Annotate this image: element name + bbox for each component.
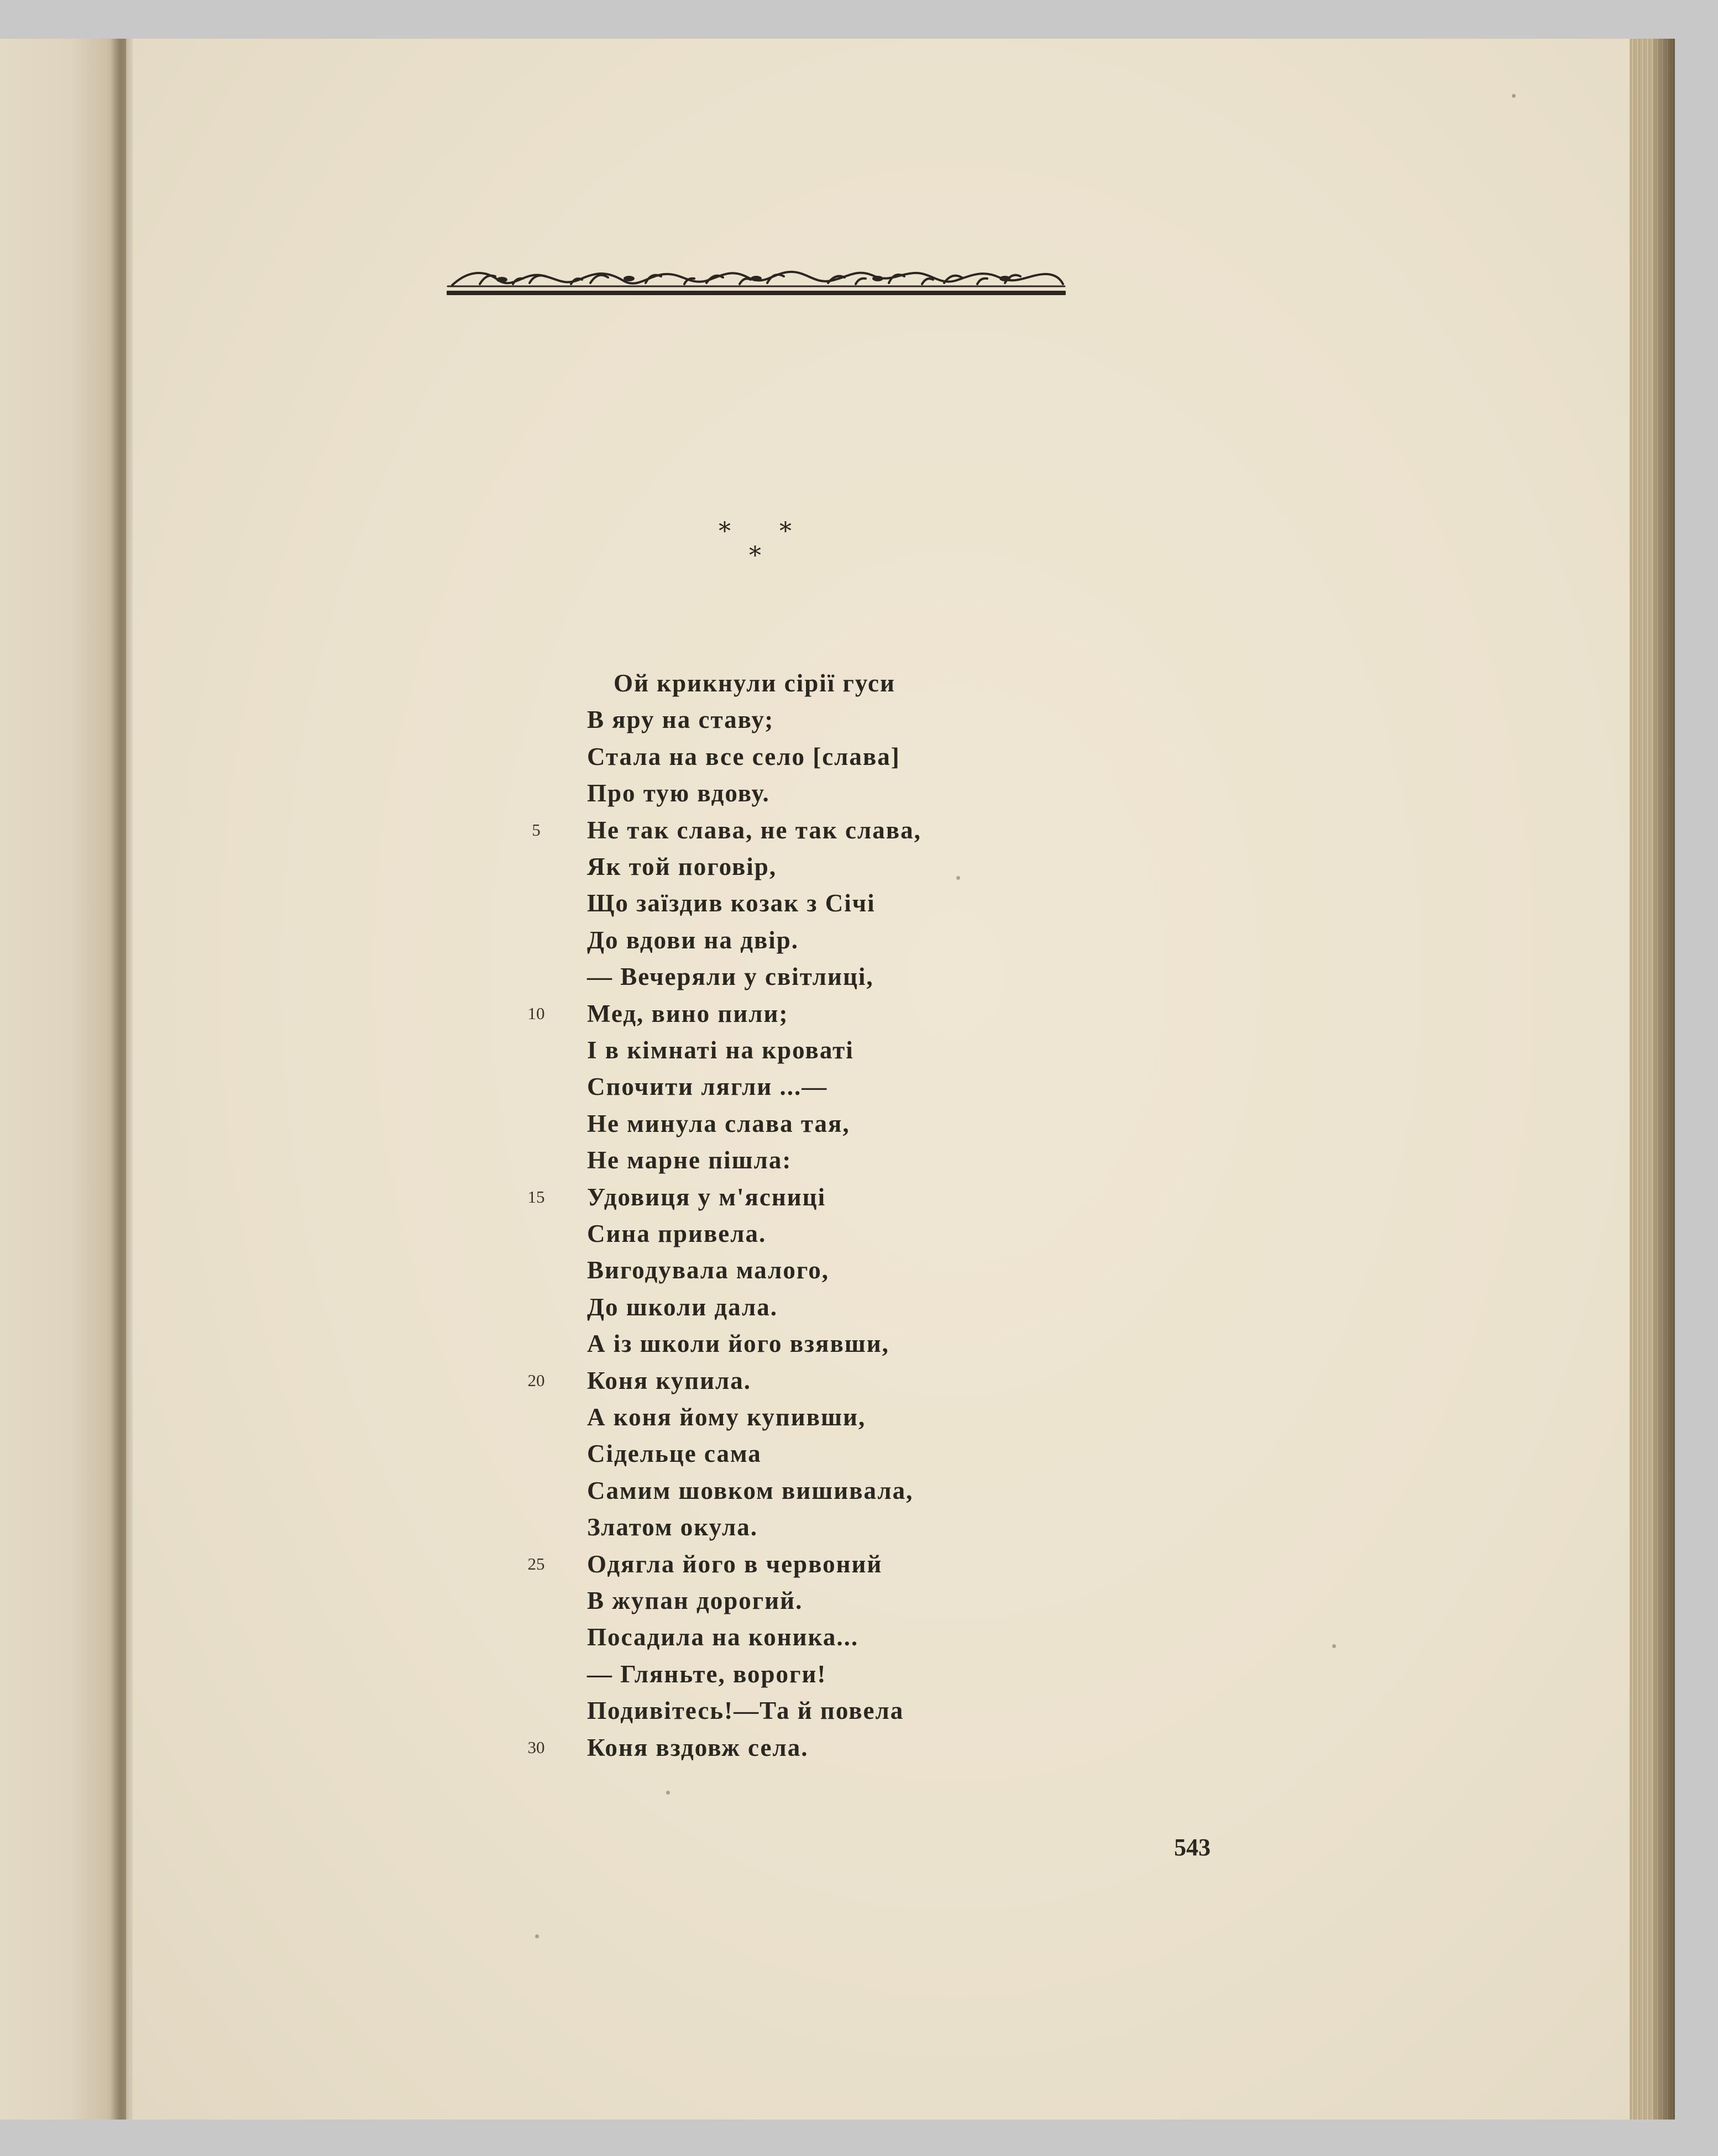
verse-line xyxy=(0,775,1106,811)
verse-line xyxy=(0,1105,1106,1142)
line-number: 5 xyxy=(532,820,541,840)
verse-line xyxy=(0,1215,1106,1252)
line-number: 15 xyxy=(527,1187,545,1206)
verse-text: Подивітесь!—Та й повела xyxy=(587,1697,904,1725)
verse-line xyxy=(0,1729,1106,1766)
line-number: 30 xyxy=(527,1737,545,1757)
asterism-star: * xyxy=(719,517,731,545)
asterism-star: * xyxy=(749,542,761,570)
verse-line xyxy=(0,1289,1106,1325)
verse-text: — Вечеряли у світлиці, xyxy=(587,963,874,991)
verse-text: Коня вздовж села. xyxy=(587,1733,809,1761)
verse-text: Не так слава, не так слава, xyxy=(587,816,921,844)
verse-text: Сідельце сама xyxy=(587,1440,762,1468)
verse-text: Златом окула. xyxy=(587,1513,758,1541)
verse-text: В жупан дорогий. xyxy=(587,1587,803,1614)
verse-line xyxy=(0,1472,1106,1509)
verse-text: Мед, вино пили; xyxy=(587,999,789,1027)
asterism xyxy=(719,517,818,570)
verse-text: Ой крикнули сірії гуси xyxy=(614,669,895,697)
verse-text: Стала на все село [слава] xyxy=(587,742,900,770)
verse-line xyxy=(0,885,1106,921)
verse-line xyxy=(0,1619,1106,1655)
verse-line xyxy=(0,1582,1106,1619)
paper-speck xyxy=(1512,94,1516,98)
verse-text: І в кімнаті на кроваті xyxy=(587,1036,854,1064)
verse-text: Сина привела. xyxy=(587,1220,767,1247)
verse-line xyxy=(0,1692,1106,1729)
verse-line xyxy=(0,738,1106,775)
verse-line xyxy=(0,995,1106,1032)
verse-line xyxy=(0,1179,1106,1215)
verse-text: — Гляньте, вороги! xyxy=(587,1660,827,1688)
verse-line xyxy=(0,1252,1106,1288)
verse-text: Удовиця у м'ясниці xyxy=(587,1183,826,1211)
verse-line xyxy=(0,1435,1106,1472)
line-number: 20 xyxy=(527,1370,545,1390)
verse-line xyxy=(0,958,1106,995)
verse-text: Про тую вдову. xyxy=(587,779,770,807)
verse-line xyxy=(0,701,1106,738)
verse-line xyxy=(0,848,1106,885)
verse-text: До вдови на двір. xyxy=(587,926,799,954)
verse-text: Одягла його в червоний xyxy=(587,1550,883,1578)
verse-text: Не минула слава тая, xyxy=(587,1109,850,1137)
page-number: 543 xyxy=(1174,1834,1211,1861)
paper-speck xyxy=(535,1934,539,1938)
verse-line xyxy=(0,1399,1106,1435)
verse-text: До школи дала. xyxy=(587,1293,778,1321)
verse-line xyxy=(0,665,1106,701)
verse-line xyxy=(0,1546,1106,1582)
paper-speck xyxy=(1332,1644,1336,1648)
verse-line xyxy=(0,1068,1106,1105)
verse-text: Як той поговір, xyxy=(587,853,777,880)
verse-line xyxy=(0,1142,1106,1178)
verse-line xyxy=(0,1032,1106,1068)
verse-text: В яру на ставу; xyxy=(587,706,774,734)
verse-text: Посадила на коника... xyxy=(587,1623,859,1651)
verse-line xyxy=(0,1325,1106,1362)
verse-text: Не марне пішла: xyxy=(587,1146,792,1174)
line-number: 25 xyxy=(527,1554,545,1573)
verse-text: А із школи його взявши, xyxy=(587,1330,889,1358)
verse-text: А коня йому купивши, xyxy=(587,1403,866,1431)
line-number: 10 xyxy=(527,1003,545,1023)
verse-line xyxy=(0,1656,1106,1692)
headpiece-ornament xyxy=(447,259,1066,303)
verse-text: Що заїздив козак з Січі xyxy=(587,889,876,917)
paper-speck xyxy=(666,1791,670,1795)
verse-text: Вигодувала малого, xyxy=(587,1256,829,1284)
verse-text: Спочити лягли ...— xyxy=(587,1073,828,1101)
verse-line xyxy=(0,922,1106,958)
paper-speck xyxy=(956,876,960,880)
verse-text: Коня купила. xyxy=(587,1366,752,1394)
page-edge-shadow xyxy=(1653,39,1675,2120)
verse-line xyxy=(0,1509,1106,1545)
verse-line xyxy=(0,812,1106,848)
verse-line xyxy=(0,1362,1106,1399)
asterism-star: * xyxy=(779,517,792,545)
verse-text: Самим шовком вишивала, xyxy=(587,1476,914,1504)
